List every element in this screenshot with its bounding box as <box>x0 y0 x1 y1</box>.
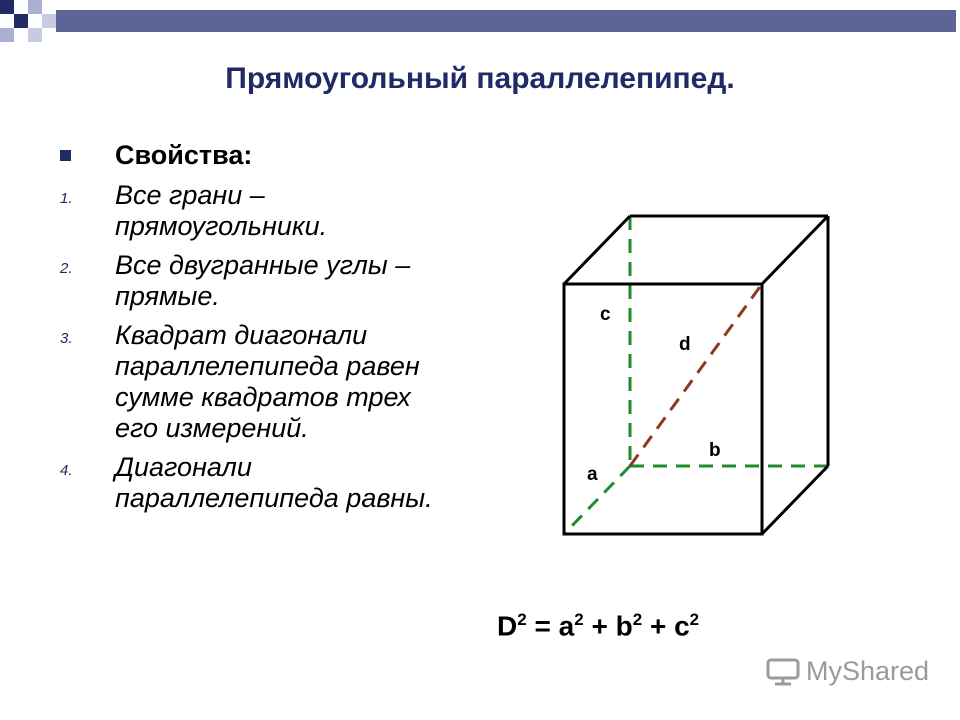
page-title: Прямоугольный параллелепипед. <box>225 62 735 95</box>
formula-eq: = <box>526 610 559 642</box>
item-number: 2. <box>60 260 73 277</box>
properties-heading: Свойства: <box>115 140 253 170</box>
item-text: Все двугранные углы – прямые. <box>115 250 411 311</box>
label-d: d <box>679 334 691 355</box>
formula-a: a <box>558 610 575 642</box>
parallelepiped-diagram <box>540 200 850 550</box>
list-item <box>60 320 460 444</box>
item-text: Квадрат диагонали параллелепипеда равен сумме квадратов трех его измерений. <box>115 320 420 443</box>
item-number: 4. <box>60 462 73 479</box>
list-item <box>60 452 460 514</box>
properties-list <box>60 180 460 522</box>
item-number: 1. <box>60 190 73 207</box>
top-left-edge <box>564 216 630 284</box>
space-diagonal <box>630 284 762 466</box>
label-b: b <box>709 440 721 461</box>
watermark-text: MyShared <box>806 656 930 686</box>
list-item <box>60 180 460 242</box>
watermark <box>766 656 929 687</box>
item-number: 3. <box>60 330 73 347</box>
formula-c: c <box>674 610 690 642</box>
formula-b-exp: 2 <box>632 610 643 629</box>
formula-D-exp: 2 <box>517 610 527 629</box>
formula-c-exp: 2 <box>689 610 700 629</box>
square-bullet-icon <box>60 150 71 161</box>
item-text: Диагонали параллелепипеда равны. <box>115 452 433 513</box>
diagonal-formula <box>497 610 699 642</box>
front-face <box>564 284 762 534</box>
top-right-edge <box>762 216 828 284</box>
bottom-right-edge <box>762 466 828 534</box>
formula-a-exp: 2 <box>574 610 584 629</box>
label-a: a <box>587 464 598 485</box>
formula-plus: + <box>583 610 616 642</box>
formula-plus: + <box>642 610 675 642</box>
item-text: Все грани – прямоугольники. <box>115 180 328 241</box>
formula-D: D <box>497 610 518 642</box>
label-c: c <box>600 304 611 325</box>
presentation-board-icon <box>766 658 800 686</box>
corner-decoration <box>0 0 960 50</box>
formula-b: b <box>615 610 633 642</box>
properties-heading-row <box>60 140 252 171</box>
list-item <box>60 250 460 312</box>
